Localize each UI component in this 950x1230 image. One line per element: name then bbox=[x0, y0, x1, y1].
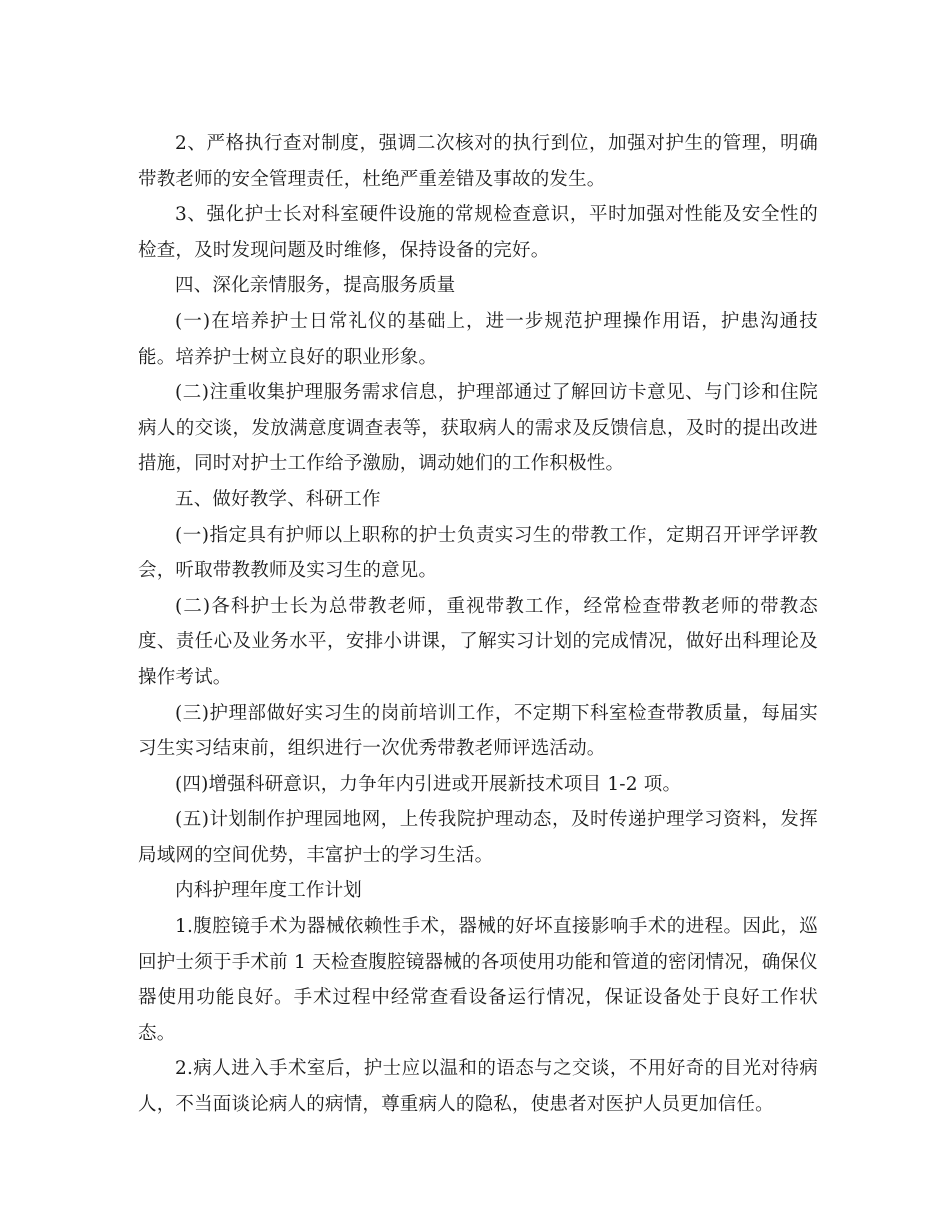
paragraph-5-5-website: (五)计划制作护理园地网，上传我院护理动态，及时传递护理学习资料，发挥局域网的空间优势，丰富护士的学习生活。 bbox=[138, 809, 818, 866]
paragraph-5-1-teaching: (一)指定具有护师以上职称的护士负责实习生的带教工作，定期召开评学评教会，听取带教教师及实习生的意见。 bbox=[138, 524, 818, 582]
paragraph-plan-1-laparoscope: 1.腹腔镜手术为器械依赖性手术，器械的好坏直接影响手术的进程。因此，巡回护士须于手术前 1 天检查腹腔镜器械的各项使用功能和管道的密闭情况，确保仪器使用功能良好。手术过程中经常查看设备运行情况，保证设备处于良好工作状态。 bbox=[138, 916, 818, 1044]
paragraph-plan-2-patient-care: 2.病人进入手术室后，护士应以温和的语态与之交谈，不用好奇的目光对待病人，不当面谈论病人的病情，尊重病人的隐私，使患者对医护人员更加信任。 bbox=[138, 1058, 818, 1116]
section-title-annual-plan: 内科护理年度工作计划 bbox=[175, 880, 363, 902]
paragraph-5-2-head-nurse: (二)各科护士长为总带教老师，重视带教工作，经常检查带教老师的带教态度、责任心及业务水平，安排小讲课，了解实习计划的完成情况，做好出科理论及操作考试。 bbox=[138, 595, 818, 688]
paragraph-5-3-training: (三)护理部做好实习生的岗前培训工作，不定期下科室检查带教质量，每届实习生实习结束前，组织进行一次优秀带教老师评选活动。 bbox=[138, 702, 818, 760]
paragraph-4-2-feedback: (二)注重收集护理服务需求信息，护理部通过了解回访卡意见、与门诊和住院病人的交谈，发放满意度调查表等，获取病人的需求及反馈信息，及时的提出改进措施，同时对护士工作给予激励，调动她们的工作积极性。 bbox=[138, 382, 818, 475]
paragraph-4-1-etiquette: (一)在培养护士日常礼仪的基础上，进一步规范护理操作用语，护患沟通技能。培养护士树立良好的职业形象。 bbox=[138, 310, 818, 368]
paragraph-item-2-check-system: 2、严格执行查对制度，强调二次核对的执行到位，加强对护生的管理，明确带教老师的安全管理责任，杜绝严重差错及事故的发生。 bbox=[138, 133, 818, 190]
section-heading-5: 五、做好教学、科研工作 bbox=[175, 488, 381, 510]
section-heading-4: 四、深化亲情服务，提高服务质量 bbox=[175, 275, 456, 297]
paragraph-5-4-research: (四)增强科研意识，力争年内引进或开展新技术项目 1-2 项。 bbox=[175, 773, 682, 795]
paragraph-item-3-equipment-check: 3、强化护士长对科室硬件设施的常规检查意识，平时加强对性能及安全性的检查，及时发现问题及时维修，保持设备的完好。 bbox=[138, 204, 818, 261]
document-body bbox=[138, 126, 818, 1123]
